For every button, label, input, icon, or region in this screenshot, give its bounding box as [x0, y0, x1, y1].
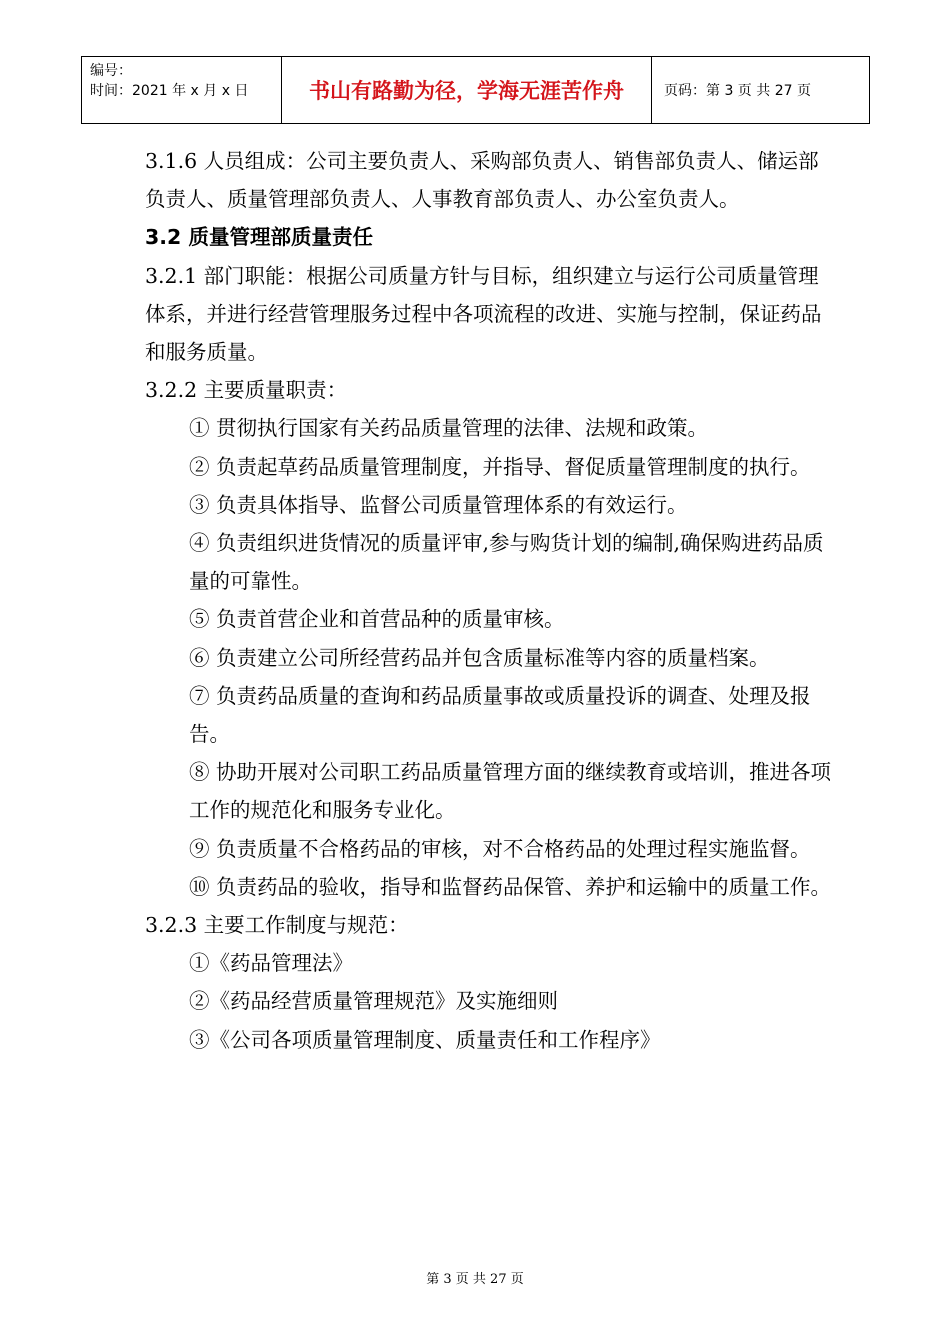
- paragraph: 3.2.2 主要质量职责：: [145, 378, 348, 403]
- document-number-label: 编号：: [90, 63, 132, 79]
- section-heading: 3.2 质量管理部质量责任: [145, 225, 373, 250]
- header-left-cell: [82, 57, 282, 123]
- paragraph: ① 贯彻执行国家有关药品质量管理的法律、法规和政策。: [189, 416, 709, 441]
- document-body: [145, 142, 835, 1059]
- header-motto: 书山有路勤为径，学海无涯苦作舟: [282, 57, 652, 123]
- paragraph: ⑤ 负责首营企业和首营品种的质量审核。: [189, 607, 565, 632]
- paragraph: ③ 负责具体指导、监督公司质量管理体系的有效运行。: [189, 492, 688, 517]
- header-table: [81, 56, 870, 124]
- page-footer: 第 3 页 共 27 页: [426, 1272, 524, 1287]
- paragraph: 3.2.3 主要工作制度与规范：: [145, 913, 409, 938]
- paragraph: ⑧ 协助开展对公司职工药品质量管理方面的继续教育或培训，推进各项工作的规范化和服务专业化。: [189, 760, 832, 823]
- header-page-info: 页码：第 3 页 共 27 页: [664, 83, 811, 99]
- paragraph: 3.1.6 人员组成：公司主要负责人、采购部负责人、销售部负责人、储运部负责人、质量管理部负责人、人事教育部负责人、办公室负责人。: [145, 149, 819, 212]
- paragraph: ③《公司各项质量管理制度、质量责任和工作程序》: [189, 1027, 661, 1052]
- paragraph: ②《药品经营质量管理规范》及实施细则: [189, 989, 558, 1014]
- paragraph: 3.2.1 部门职能：根据公司质量方针与目标，组织建立与运行公司质量管理体系，并进行经营管理服务过程中各项流程的改进、实施与控制，保证药品和服务质量。: [145, 263, 822, 365]
- document-date-label: 时间：2021 年 x 月 x 日: [90, 83, 249, 99]
- paragraph: ⑦ 负责药品质量的查询和药品质量事故或质量投诉的调查、处理及报告。: [189, 683, 811, 747]
- paragraph: ⑩ 负责药品的验收，指导和监督药品保管、养护和运输中的质量工作。: [189, 874, 832, 899]
- paragraph: ①《药品管理法》: [189, 951, 353, 976]
- paragraph: ④ 负责组织进货情况的质量评审,参与购货计划的编制,确保购进药品质量的可靠性。: [189, 531, 824, 594]
- paragraph: ② 负责起草药品质量管理制度，并指导、督促质量管理制度的执行。: [189, 454, 811, 479]
- paragraph: ⑥ 负责建立公司所经营药品并包含质量标准等内容的质量档案。: [189, 645, 770, 670]
- paragraph: ⑨ 负责质量不合格药品的审核，对不合格药品的处理过程实施监督。: [189, 836, 811, 861]
